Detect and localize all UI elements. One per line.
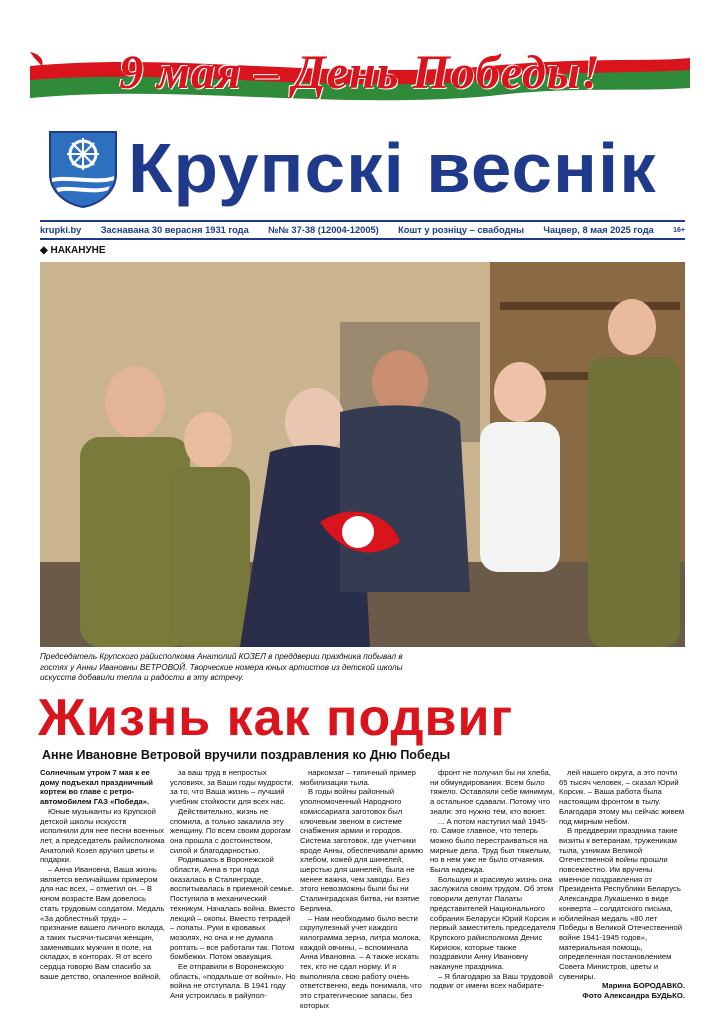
paragraph: Родившись в Воронежской области, Анна в три года оказалась в Сталинграде, воспитывалась в приемной семье. Поступила в механический техникум. Началась война. Вместо лекций – окопы. Вместо тетрадей – лопаты. Руки в кровавых мозолях, но она и не думала роптать – все работали так. Потом бомбежки. Потом эвакуация. — [170, 855, 295, 962]
paragraph: за ваш труд в непростых условиях, за Ваши годы мудрости, за то, что Ваша жизнь – лучший учебник стойкости для всех нас. — [170, 768, 294, 807]
photo-credit: Фото Александра БУДЬКО. — [582, 991, 685, 1001]
paragraph: – Анна Ивановна, Ваша жизнь является величайшим примером для нас всех, – отметил он. – В юном возрасте Вам довелось стать трудовым солдатом. Медаль «За доблестный труд» – признание вашего личного вклада, а таких тысячи-тысячи женщин, заменивших мужчин в поле, на складах, в конторах. Я от всего сердца говорю Вам спасибо за ваше детство, опаленное войной, — [40, 865, 166, 981]
paragraph: ... А потом наступил май 1945-го. Самое главное, что теперь можно было перестраиваться на мирные дела. Труд был тяжелым, но в нем уже не было отчаяния. Была надежда. — [430, 816, 552, 875]
author-signature: Марина БОРОДАВКО. — [601, 981, 685, 991]
article-body — [40, 768, 685, 1008]
holiday-banner — [30, 40, 690, 110]
article-headline: Жизнь как подвиг — [38, 689, 514, 747]
paragraph: наркомзаг – типичный пример мобилизации тыла. — [300, 768, 416, 787]
newspaper-title: Крупскі веснік — [128, 129, 657, 207]
age-rating: 16+ — [673, 226, 685, 234]
paragraph: В годы войны районный уполномоченный Народного комиссариата заготовок был ключевым звеном в системе снабжения армии и городов. Система заготовок, где учетчики вроде Анны, обеспечивали армию хлебом, кожей для шинелей, шерстью для шинелей, была не менее важна, чем заводы. Без этого невозможны были бы ни Сталинградская битва, ни взятие Берлина. — [300, 787, 424, 913]
issue-date: Чацвер, 8 мая 2025 года — [543, 225, 654, 235]
paragraph: В преддверии праздника такие визиты к ветеранам, труженикам тыла, узникам Великой Отечественной войны прошли повсеместно. Им вручены именное поздравления от Президента Республики Беларусь Александра Лукашенко в виде конверта – солдатского письма, юбилейная медаль «80 лет Победы в Великой Отечественной войне 1941-1945 годов», материальная помощь, определенная постановлением Совета Министров, цветы и сувениры. — [559, 826, 683, 981]
paragraph: Действительно, жизнь не спомила, а только закалила эту женщину. По всем своим дорогам она прошла с достоинством, силой и благодарностью. — [170, 806, 291, 855]
paragraph: – Я благодарю за Ваш трудовой подвиг от имени всех набирате- — [430, 971, 553, 991]
banner-title: 9 мая – День Победы! — [119, 46, 601, 99]
photo-caption: Председатель Крупского райисполкома Анатолий КОЗЕЛ в преддверии праздника побывал в гостях у Анны Ивановны ВЕТРОВОЙ. Творческие номера юных артистов из детской школы искусств добавили тепла и радости в эту встречу. — [40, 652, 403, 682]
photo-illustration — [40, 262, 685, 647]
section-rubric: ◆ НАКАНУНЕ — [40, 245, 106, 256]
column-4 — [430, 768, 556, 991]
issue-info-bar — [40, 220, 685, 240]
main-photo — [40, 262, 685, 647]
price-text: Кошт у розніцу – свабодны — [398, 225, 525, 235]
coat-of-arms-icon — [48, 130, 118, 208]
issue-number: №№ 37-38 (12004-12005) — [268, 225, 379, 235]
column-5 — [559, 768, 685, 1001]
paragraph: фронт не получил бы ни хлеба, ни обмундирования. Всем было тяжело. Оставляли себе минимум, а остальное сдавали. Потому что знали: это нужно тем, кто воюет. — [430, 768, 555, 816]
founded-text: Заснавана 30 верасня 1931 года — [100, 225, 249, 235]
site-link[interactable]: krupki.by — [40, 225, 82, 235]
article-subhead: Анне Ивановне Ветровой вручили поздравления ко Дню Победы — [42, 748, 451, 762]
paragraph: Юные музыканты из Крупской детской школы искусств исполнили для нее песни военных лет, а председатель райисполкома Анатолий Козел вручил цветы и подарки. — [40, 806, 165, 865]
paragraph: лей нашего округа, а это почти 65 тысяч человек, – сказал Юрий Корсик. – Ваша работа была настоящим фронтом в тылу. Благодаря этому мы сейчас живем под мирным небом. — [559, 768, 685, 826]
lead-paragraph: Солнечным утром 7 мая к ее дому подъехал праздничный кортеж во главе с ретро-автомобилем ГАЗ «Победа». — [40, 768, 154, 807]
column-2 — [170, 768, 296, 1001]
column-3 — [300, 768, 426, 1011]
paragraph: Большую и красивую жизнь она заслужила своим трудом. Об этом говорили депутат Палаты представителей Национального собрания Беларуси Юрий Корсик и первый заместитель председателя Крупского райисполкома Денис Кирисюк, которые также поздравили Анну Ивановну накануне праздника. — [430, 874, 556, 972]
paragraph: – Нам необходимо было вести скрупулезный учет каждого килограмма зерна, литра молока, каждой овчины, – вспоминала Анна Ивановна. – А также искать тех, кто не сдал норму. И я выполняла свою работу очень ответственно, ведь понимала, что это стратегические запасы, без которых — [300, 913, 422, 1010]
column-1 — [40, 768, 166, 981]
paragraph: Ее отправили в Воронежскую область, «подальше от войны». Но война не отступала. В 1941 году Аня устроилась в райупол- — [170, 962, 296, 1001]
